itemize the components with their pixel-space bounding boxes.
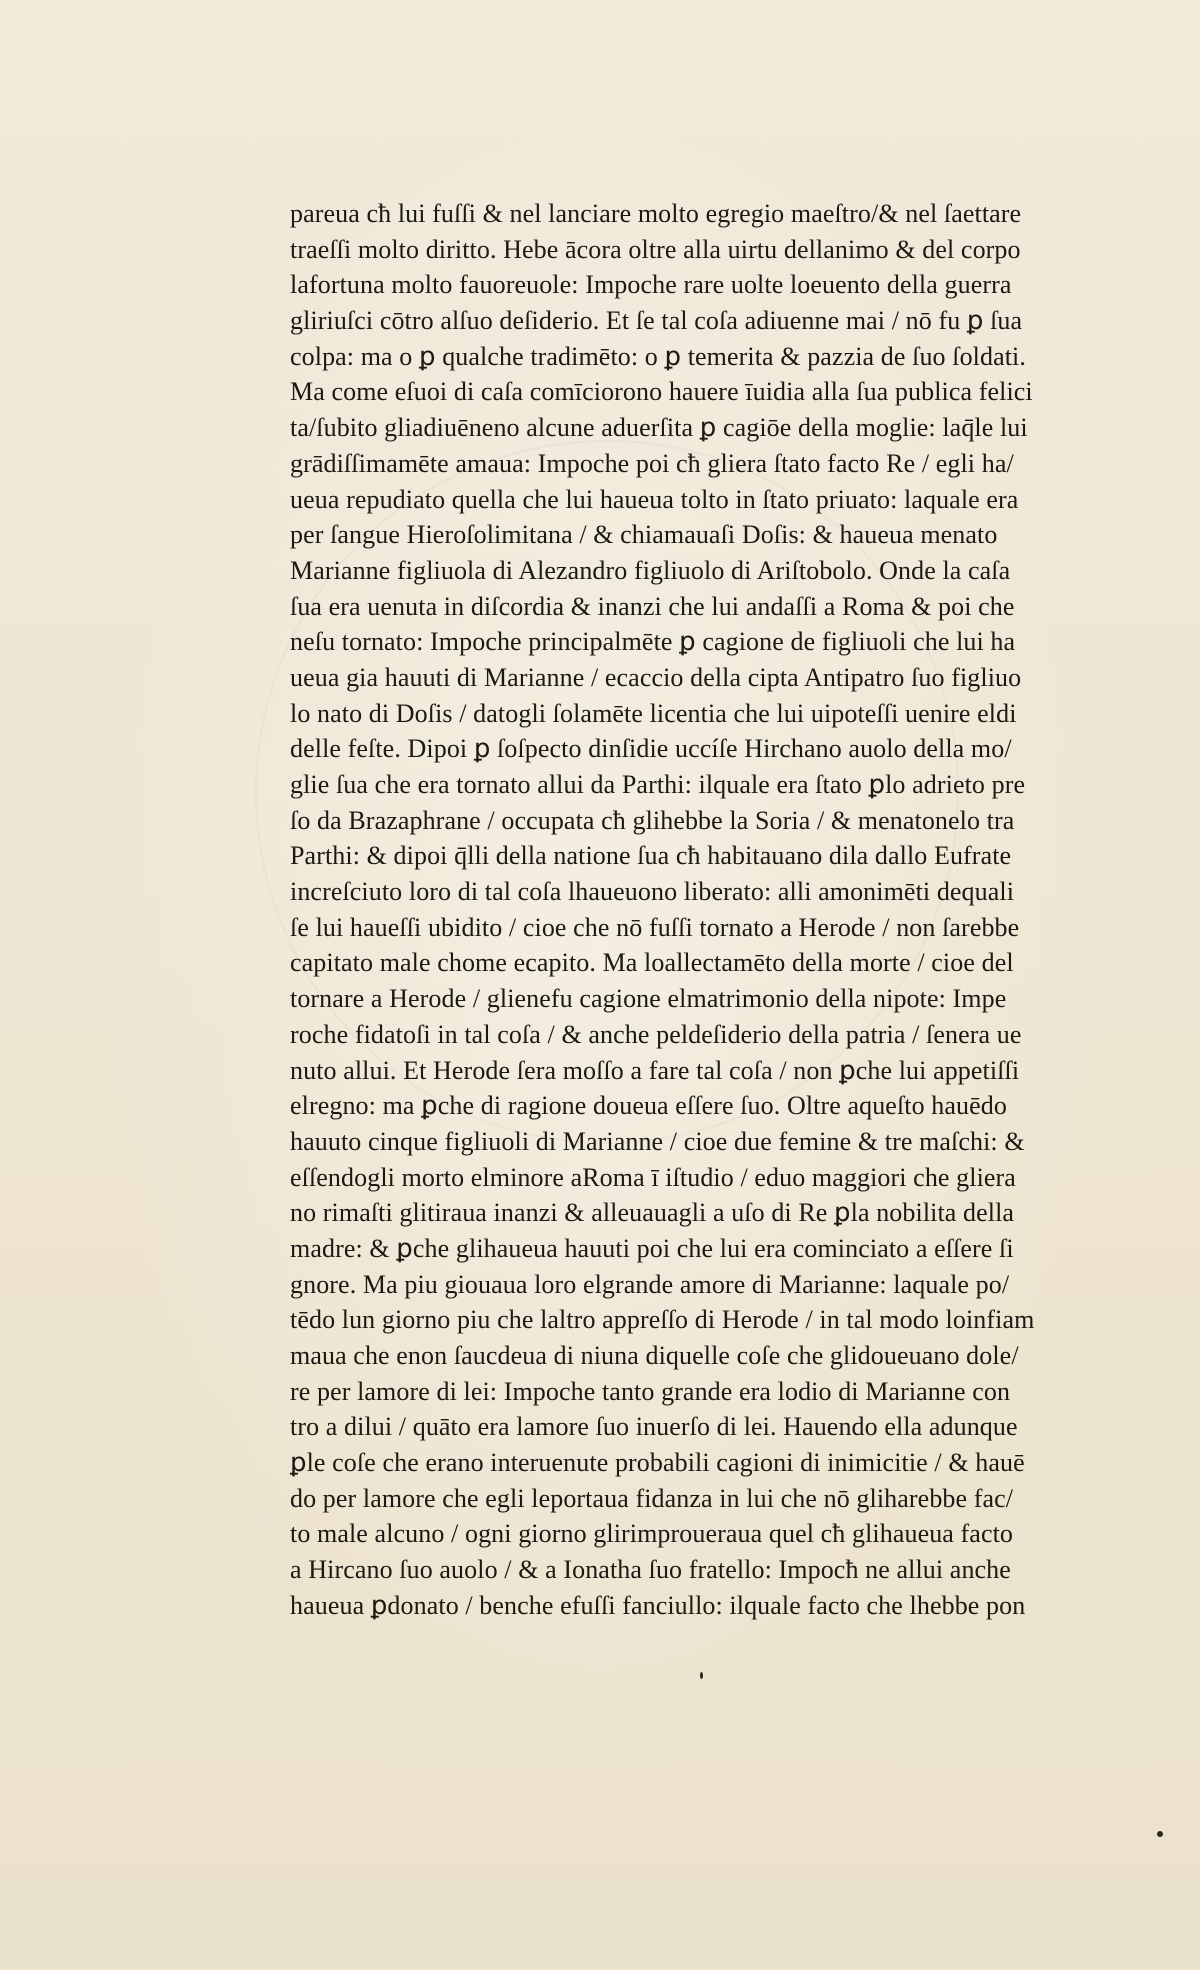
text-line: haueua ꝑdonato / benche efuſſi fanciullo: ilquale facto che lhebbe pon [290,1590,1026,1620]
ink-speck [700,1672,703,1679]
text-line: Ma come eſuoi di caſa comīciorono hauere īuidia alla ſua publica felici [290,377,1033,407]
text-line: gliriuſci cōtro alſuo deſiderio. Et ſe tal coſa adiuenne mai / nō fu ꝑ ſua [290,306,1023,336]
text-line: colpa: ma o ꝑ qualche tradimēto: o ꝑ temerita & pazzia de ſuo ſoldati. [290,341,1026,371]
text-line: increſciuto loro di tal coſa lhaueuono liberato: alli amonimēti dequali [290,877,1015,907]
text-line: ta/ſubito gliadiuēneno alcune aduerſita ꝑ cagiōe della moglie: laq̄le lui [290,413,1028,443]
text-line: tēdo lun giorno piu che laltro appreſſo di Herode / in tal modo loinfiam [290,1305,1035,1335]
text-line: tornare a Herode / glienefu cagione elmatrimonio della nipote: Impe [290,984,1007,1014]
text-line: re per lamore di lei: Impoche tanto grande era lodio di Marianne con [290,1376,1011,1406]
text-line: ꝑle coſe che erano interuenute probabili cagioni di inimicitie / & hauē [290,1448,1025,1478]
text-line: a Hircano ſuo auolo / & a Ionatha ſuo fratello: Impocħ ne allui anche [290,1555,1011,1585]
text-column [290,196,1170,1624]
text-line: gnore. Ma piu giouaua loro elgrande amore di Marianne: laquale po/ [290,1269,1010,1299]
text-line: lo nato di Doſis / datogli ſolamēte licentia che lui uipoteſſi uenire eldi [290,698,1017,728]
text-line: Marianne figliuola di Alezandro figliuolo di Ariſtobolo. Onde la caſa [290,555,1011,585]
text-line: madre: & ꝑche glihaueua hauuti poi che lui era cominciato a eſſere ſi [290,1233,1014,1263]
ink-speck [1157,1831,1163,1837]
text-line: per ſangue Hieroſolimitana / & chiamauaſi Doſis: & haueua menato [290,520,998,550]
text-line: capitato male chome ecapito. Ma loallectamēto della morte / cioe del [290,948,1014,978]
text-line: glie ſua che era tornato allui da Parthi: ilquale era ſtato ꝑlo adrieto pre [290,770,1026,799]
text-line: neſu tornato: Impoche principalmēte ꝑ cagione de figliuoli che lui ha [290,627,1016,657]
text-line: ſe lui haueſſi ubidito / cioe che nō fuſſi tornato a Herode / non ſarebbe [290,912,1020,942]
text-line: to male alcuno / ogni giorno glirimproueraua quel cħ glihaueua facto [290,1519,1014,1549]
text-line: lafortuna molto fauoreuole: Impoche rare uolte loeuento della guerra [290,270,1012,300]
text-line: nuto allui. Et Herode ſera moſſo a fare tal coſa / non ꝑche lui appetiſſi [290,1055,1020,1085]
text-line: roche fidatoſi in tal coſa / & anche peldeſiderio della patria / ſenera ue [290,1019,1022,1049]
text-line: eſſendogli morto elminore aRoma ī iſtudio / eduo maggiori che gliera [290,1162,1016,1192]
text-line: tro a dilui / quāto era lamore ſuo inuerſo di lei. Hauendo ella adunque [290,1412,1018,1442]
text-line: do per lamore che egli leportaua fidanza in lui che nō gliharebbe fac/ [290,1483,1014,1513]
text-line: ſo da Brazaphrane / occupata cħ glihebbe la Soria / & menatonelo tra [290,805,1015,835]
text-line: traeſſi molto diritto. Hebe ācora oltre alla uirtu dellanimo & del corpo [290,234,1021,264]
text-line: no rimaſti glitiraua inanzi & alleuauagli a uſo di Re ꝑla nobilita della [290,1198,1015,1228]
text-line: elregno: ma ꝑche di ragione doueua eſſere ſuo. Oltre aqueſto hauēdo [290,1091,1007,1121]
text-line: maua che enon ſaucdeua di niuna diquelle coſe che glidoueuano dole/ [290,1341,1019,1370]
text-line: hauuto cinque figliuoli di Marianne / cioe due femine & tre maſchi: & [290,1126,1025,1156]
text-line: Parthi: & dipoi q̄lli della natione ſua cħ habitauano dila dallo Eufrate [290,841,1012,871]
text-line: ſua era uenuta in diſcordia & inanzi che lui andaſſi a Roma & poi che [290,591,1015,621]
text-line: ueua repudiato quella che lui haueua tolto in ſtato priuato: laquale era [290,484,1019,514]
text-line: pareua cħ lui fuſſi & nel lanciare molto egregio maeſtro/& nel ſaettare [290,199,1022,228]
text-line: ueua gia hauuti di Marianne / ecaccio della cipta Antipatro ſuo figliuo [290,662,1022,692]
text-line: delle feſte. Dipoi ꝑ ſoſpecto dinſidie uccíſe Hirchano auolo della mo/ [290,734,1012,764]
text-line: grādiſſimamēte amaua: Impoche poi cħ gliera ſtato facto Re / egli ha/ [290,448,1014,478]
